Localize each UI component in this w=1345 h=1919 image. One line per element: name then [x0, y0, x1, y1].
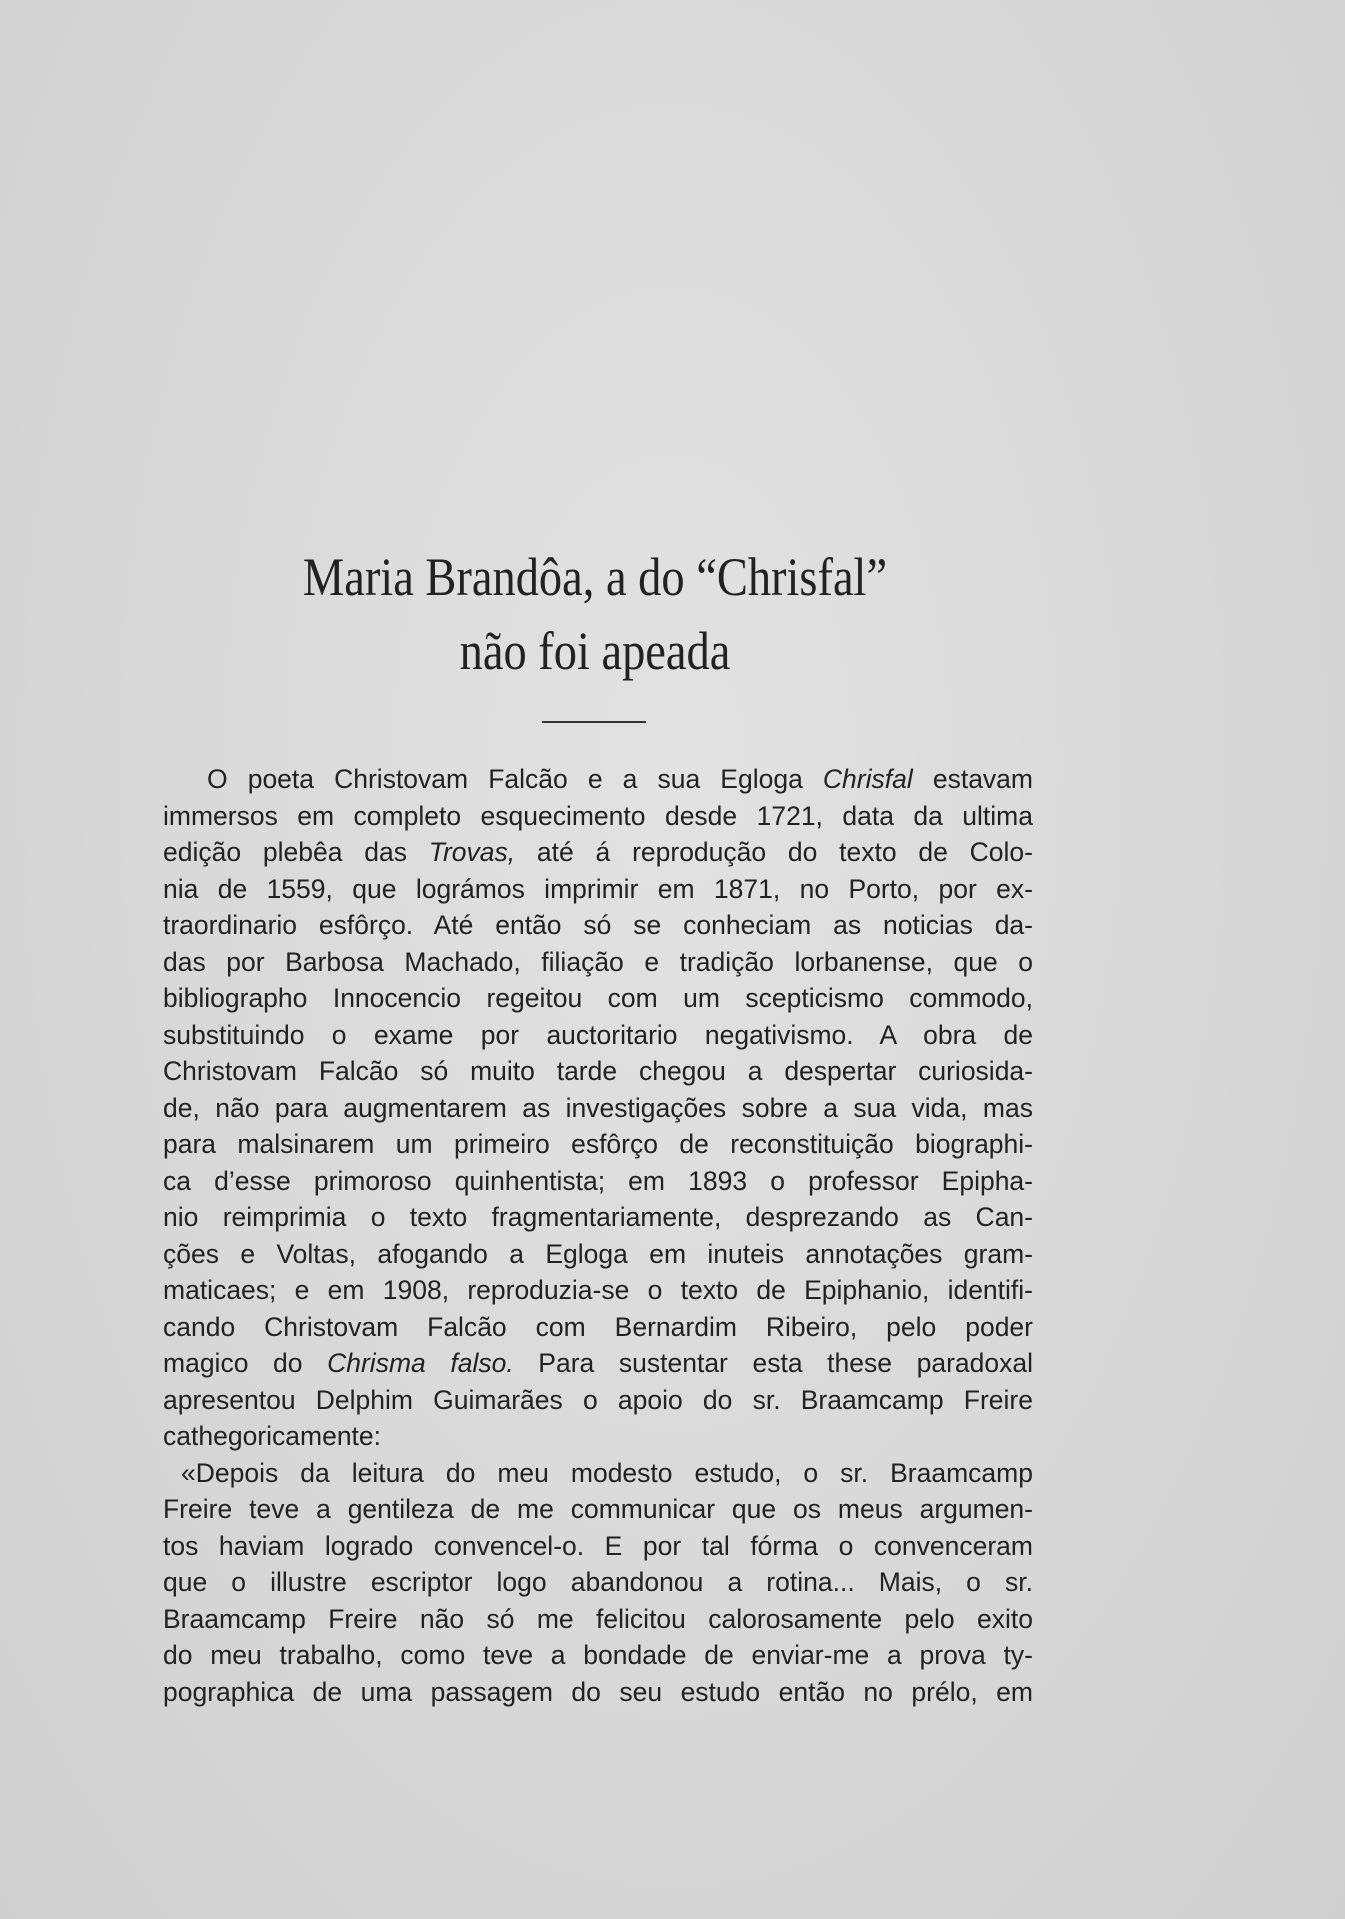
text-line: Freire teve a gentileza de me communicar que os meus argumen- — [163, 1494, 1033, 1524]
text-line: immersos em completo esquecimento desde 1721, data da ultima — [163, 800, 1033, 831]
title-line-1: Maria Brandôa, a do “Chrisfal” — [302, 547, 888, 607]
text-line: traordinario esfôrço. Até então só se conheciam as noticias da- — [163, 910, 1033, 940]
text-line: maticaes; e em 1908, reproduzia-se o texto de Epiphanio, identifi- — [163, 1275, 1033, 1305]
text-line: nio reimprimia o texto fragmentariamente, desprezando as Can- — [163, 1202, 1033, 1232]
text-line: bibliographo Innocencio regeitou com um scepticismo commodo, — [163, 983, 1033, 1013]
text-line: nia de 1559, que lográmos imprimir em 1871, no Porto, por ex- — [163, 873, 1033, 904]
title-line-2: não foi apeada — [459, 621, 731, 681]
text-line: «Depois da leitura do meu modesto estudo, o sr. Braamcamp — [181, 1457, 1033, 1488]
text-line: do meu trabalho, como teve a bondade de enviar-me a prova ty- — [163, 1640, 1033, 1670]
text-line: ca d’esse primoroso quinhentista; em 1893 o professor Epipha- — [163, 1165, 1033, 1196]
text-line: magico do Chrisma falso. Para sustentar esta these paradoxal — [163, 1348, 1033, 1378]
text-line: de, não para augmentarem as investigações sobre a sua vida, mas — [163, 1092, 1033, 1123]
text-line: cathegoricamente: — [163, 1421, 382, 1451]
text-line: cando Christovam Falcão com Bernardim Ribeiro, pelo poder — [163, 1311, 1033, 1342]
text-line: das por Barbosa Machado, filiação e tradição lorbanense, que o — [163, 946, 1033, 977]
text-line: Braamcamp Freire não só me felicitou calorosamente pelo exito — [163, 1603, 1033, 1634]
title-divider — [542, 721, 646, 723]
text-line: apresentou Delphim Guimarães o apoio do sr. Braamcamp Freire — [163, 1384, 1033, 1415]
text-line: O poeta Christovam Falcão e a sua Egloga Chrisfal estavam — [207, 764, 1033, 794]
text-line: tos haviam logrado convencel-o. E por tal fórma o convenceram — [163, 1530, 1033, 1561]
text-line: que o illustre escriptor logo abandonou a rotina... Mais, o sr. — [163, 1567, 1033, 1597]
text-line: substituindo o exame por auctoritario negativismo. A obra de — [163, 1019, 1033, 1050]
text-line: edição plebêa das Trovas, até á reprodução do texto de Colo- — [163, 837, 1033, 867]
page-title — [0, 540, 1190, 688]
text-line: para malsinarem um primeiro esfôrço de reconstituição biographi- — [163, 1129, 1033, 1159]
text-line: pographica de uma passagem do seu estudo então no prélo, em — [163, 1676, 1033, 1707]
text-line: ções e Voltas, afogando a Egloga em inuteis annotações gram- — [163, 1238, 1033, 1269]
text-line: Christovam Falcão só muito tarde chegou a despertar curiosida- — [163, 1056, 1033, 1086]
body-text — [163, 761, 1033, 1710]
